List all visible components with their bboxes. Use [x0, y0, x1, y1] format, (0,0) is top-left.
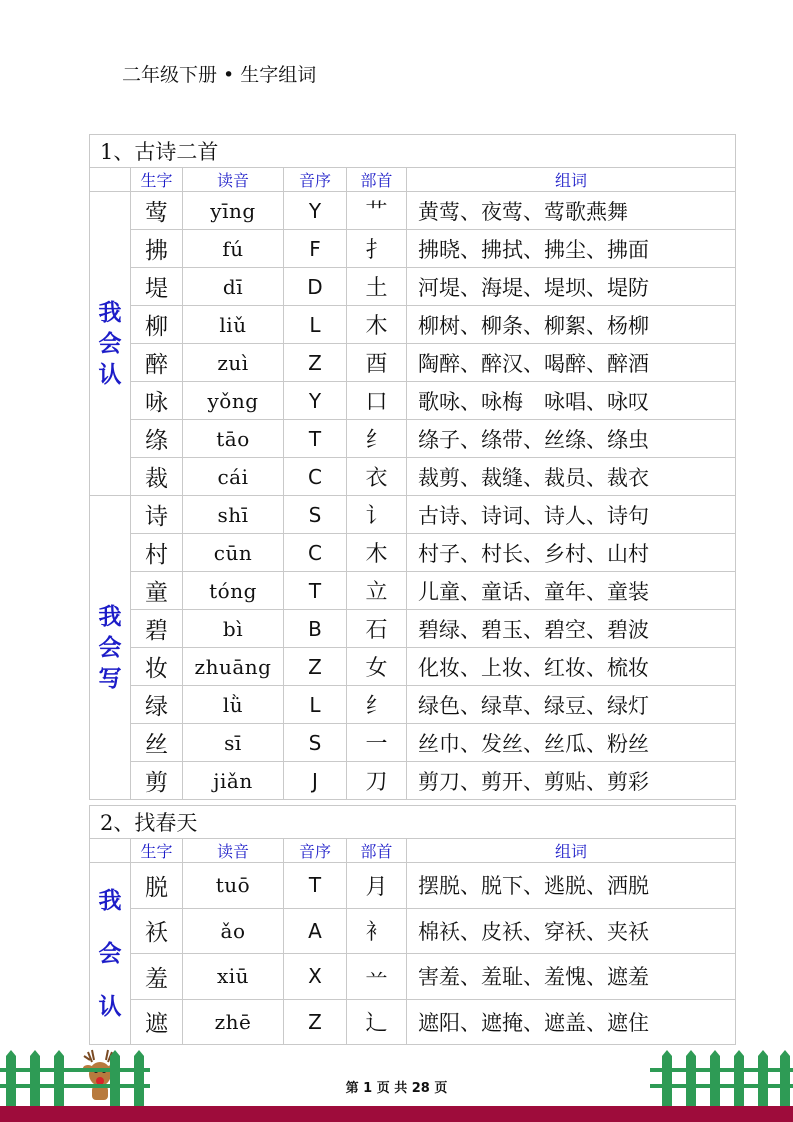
cell-words: 绦子、绦带、丝绦、绦虫 [407, 420, 736, 458]
header-index: 音序 [284, 168, 347, 192]
cell-char: 堤 [131, 268, 183, 306]
cell-words: 丝巾、发丝、丝瓜、粉丝 [407, 724, 736, 762]
header-char: 生字 [131, 839, 183, 863]
cell-char: 妆 [131, 648, 183, 686]
cell-radical: 扌 [347, 230, 407, 268]
section-table [89, 134, 736, 800]
cell-radical: 艹 [347, 192, 407, 230]
cell-pinyin: shī [183, 496, 284, 534]
cell-index: Z [284, 648, 347, 686]
cell-radical: 木 [347, 534, 407, 572]
cell-char: 诗 [131, 496, 183, 534]
column-header-row [90, 168, 736, 192]
table-row [90, 382, 736, 420]
cell-radical: 石 [347, 610, 407, 648]
cell-pinyin: tāo [183, 420, 284, 458]
cell-words: 剪刀、剪开、剪贴、剪彩 [407, 762, 736, 800]
group-label-char: 认 [98, 361, 122, 388]
cell-index: Y [284, 382, 347, 420]
cell-words: 棉袄、皮袄、穿袄、夹袄 [407, 908, 736, 954]
cell-index: L [284, 686, 347, 724]
cell-pinyin: zuì [183, 344, 284, 382]
cell-radical: 䒑 [347, 954, 407, 1000]
group-label-char: 我 [98, 299, 122, 326]
section-title: 2、找春天 [90, 806, 736, 839]
cell-char: 绦 [131, 420, 183, 458]
group-label-char: 写 [98, 665, 122, 692]
cell-radical: 辶 [347, 999, 407, 1045]
footer-suffix: 页 [434, 1081, 448, 1096]
cell-char: 村 [131, 534, 183, 572]
group-label-char: 会 [98, 634, 122, 661]
cell-index: T [284, 863, 347, 909]
cell-pinyin: cái [183, 458, 284, 496]
cell-words: 害羞、羞耻、羞愧、遮羞 [407, 954, 736, 1000]
cell-char: 裁 [131, 458, 183, 496]
cell-pinyin: zhuāng [183, 648, 284, 686]
cell-words: 黄莺、夜莺、莺歌燕舞 [407, 192, 736, 230]
cell-char: 咏 [131, 382, 183, 420]
table-row [90, 954, 736, 1000]
cell-radical: 女 [347, 648, 407, 686]
cell-words: 化妆、上妆、红妆、梳妆 [407, 648, 736, 686]
cell-radical: 衣 [347, 458, 407, 496]
table-row [90, 534, 736, 572]
cell-words: 儿童、童话、童年、童装 [407, 572, 736, 610]
cell-words: 柳树、柳条、柳絮、杨柳 [407, 306, 736, 344]
cell-words: 遮阳、遮掩、遮盖、遮住 [407, 999, 736, 1045]
group-label [90, 863, 131, 1045]
footer-total-pages: 28 [411, 1081, 430, 1096]
cell-index: T [284, 572, 347, 610]
table-row [90, 420, 736, 458]
cell-index: C [284, 458, 347, 496]
cell-radical: 酉 [347, 344, 407, 382]
cell-pinyin: lǜ [183, 686, 284, 724]
cell-radical: 一 [347, 724, 407, 762]
header-words: 组词 [407, 168, 736, 192]
cell-radical: 口 [347, 382, 407, 420]
cell-words: 裁剪、裁缝、裁员、裁衣 [407, 458, 736, 496]
group-label-char: 认 [98, 993, 122, 1020]
header-words: 组词 [407, 839, 736, 863]
cell-radical: 纟 [347, 686, 407, 724]
cell-char: 柳 [131, 306, 183, 344]
footer-page-number: 1 [363, 1081, 373, 1096]
cell-pinyin: liǔ [183, 306, 284, 344]
cell-char: 剪 [131, 762, 183, 800]
cell-char: 羞 [131, 954, 183, 1000]
cell-words: 古诗、诗词、诗人、诗句 [407, 496, 736, 534]
cell-index: S [284, 724, 347, 762]
cell-pinyin: bì [183, 610, 284, 648]
header-pinyin: 读音 [183, 168, 284, 192]
cell-pinyin: jiǎn [183, 762, 284, 800]
cell-radical: 衤 [347, 908, 407, 954]
cell-char: 莺 [131, 192, 183, 230]
header-index: 音序 [284, 839, 347, 863]
table-row [90, 610, 736, 648]
cell-radical: 土 [347, 268, 407, 306]
cell-words: 村子、村长、乡村、山村 [407, 534, 736, 572]
cell-pinyin: sī [183, 724, 284, 762]
cell-pinyin: yīng [183, 192, 284, 230]
section-table [89, 805, 736, 1045]
cell-index: C [284, 534, 347, 572]
footer-prefix: 第 [345, 1081, 359, 1096]
table-row [90, 268, 736, 306]
cell-radical: 纟 [347, 420, 407, 458]
footer-bar [0, 1106, 793, 1122]
cell-index: B [284, 610, 347, 648]
table-row [90, 999, 736, 1045]
cell-words: 摆脱、脱下、逃脱、洒脱 [407, 863, 736, 909]
group-label-char: 会 [98, 940, 122, 967]
cell-words: 绿色、绿草、绿豆、绿灯 [407, 686, 736, 724]
cell-pinyin: tóng [183, 572, 284, 610]
cell-char: 醉 [131, 344, 183, 382]
cell-words: 歌咏、咏梅 咏唱、咏叹 [407, 382, 736, 420]
table-row [90, 863, 736, 909]
table-row [90, 496, 736, 534]
cell-index: S [284, 496, 347, 534]
cell-pinyin: cūn [183, 534, 284, 572]
cell-pinyin: xiū [183, 954, 284, 1000]
cell-char: 袄 [131, 908, 183, 954]
cell-index: Y [284, 192, 347, 230]
cell-pinyin: dī [183, 268, 284, 306]
table-row [90, 762, 736, 800]
section-title: 1、古诗二首 [90, 135, 736, 168]
group-label [90, 496, 131, 800]
header-pinyin: 读音 [183, 839, 284, 863]
table-row [90, 648, 736, 686]
table-row [90, 572, 736, 610]
table-row [90, 230, 736, 268]
cell-char: 碧 [131, 610, 183, 648]
cell-radical: 立 [347, 572, 407, 610]
table-row [90, 192, 736, 230]
cell-index: J [284, 762, 347, 800]
cell-words: 碧绿、碧玉、碧空、碧波 [407, 610, 736, 648]
cell-index: X [284, 954, 347, 1000]
table-row [90, 458, 736, 496]
header-radical: 部首 [347, 168, 407, 192]
cell-words: 拂晓、拂拭、拂尘、拂面 [407, 230, 736, 268]
header-blank [90, 168, 131, 192]
group-label-char: 我 [98, 603, 122, 630]
table-row [90, 344, 736, 382]
cell-char: 脱 [131, 863, 183, 909]
cell-index: F [284, 230, 347, 268]
cell-index: T [284, 420, 347, 458]
footer-middle: 页 共 [376, 1081, 408, 1096]
cell-char: 丝 [131, 724, 183, 762]
cell-char: 拂 [131, 230, 183, 268]
group-label-char: 会 [98, 330, 122, 357]
cell-pinyin: ǎo [183, 908, 284, 954]
table-row [90, 306, 736, 344]
cell-radical: 木 [347, 306, 407, 344]
cell-index: L [284, 306, 347, 344]
group-label [90, 192, 131, 496]
page-footer [0, 1077, 793, 1096]
cell-radical: 刀 [347, 762, 407, 800]
page-header: 二年级下册 • 生字组词 [122, 64, 317, 86]
table-row [90, 724, 736, 762]
table-row [90, 908, 736, 954]
cell-pinyin: tuō [183, 863, 284, 909]
header-blank [90, 839, 131, 863]
cell-index: A [284, 908, 347, 954]
header-radical: 部首 [347, 839, 407, 863]
cell-words: 河堤、海堤、堤坝、堤防 [407, 268, 736, 306]
table-row [90, 686, 736, 724]
cell-index: Z [284, 344, 347, 382]
group-label-char: 我 [98, 887, 122, 914]
cell-char: 绿 [131, 686, 183, 724]
header-char: 生字 [131, 168, 183, 192]
cell-pinyin: zhē [183, 999, 284, 1045]
cell-pinyin: fú [183, 230, 284, 268]
cell-words: 陶醉、醉汉、喝醉、醉酒 [407, 344, 736, 382]
column-header-row [90, 839, 736, 863]
cell-pinyin: yǒng [183, 382, 284, 420]
cell-char: 童 [131, 572, 183, 610]
cell-index: Z [284, 999, 347, 1045]
cell-char: 遮 [131, 999, 183, 1045]
cell-radical: 月 [347, 863, 407, 909]
cell-index: D [284, 268, 347, 306]
cell-radical: 讠 [347, 496, 407, 534]
